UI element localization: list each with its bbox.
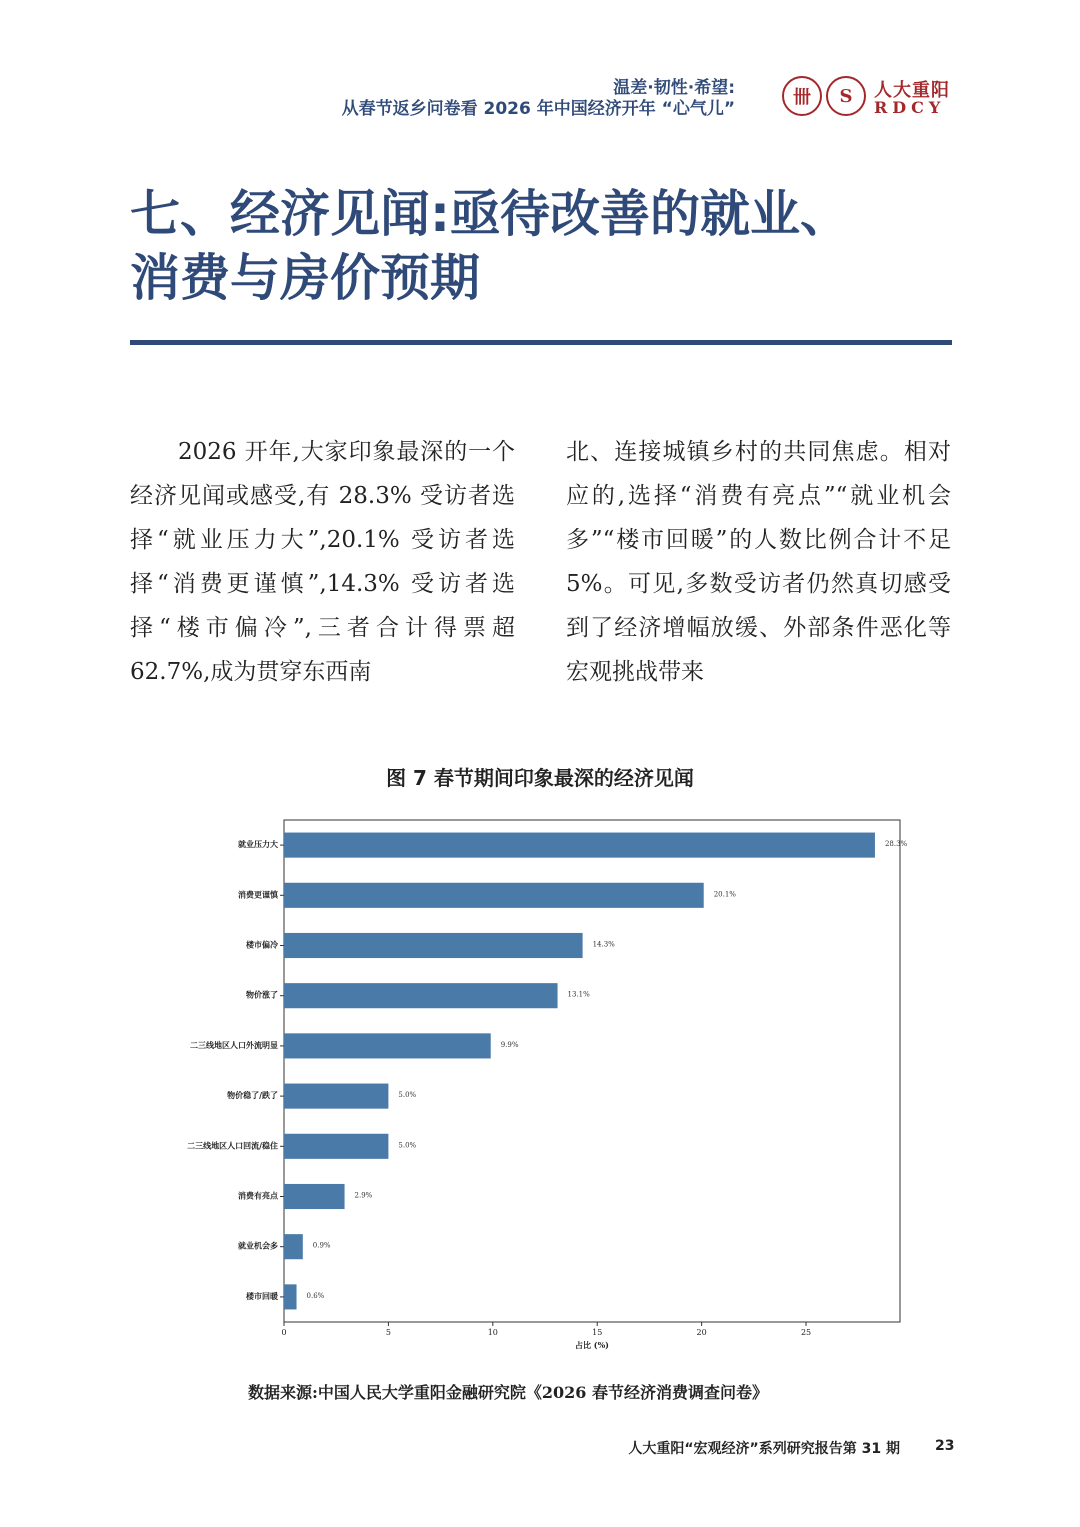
bar-value-label: 0.6%: [306, 1291, 325, 1300]
x-tick-label: 5: [385, 1328, 391, 1337]
bar-chart-svg: [170, 810, 910, 1355]
x-tick-label: 0: [281, 1328, 287, 1337]
bar: [284, 1134, 388, 1159]
y-tick-label: 二三线地区人口外流明显: [190, 1039, 278, 1050]
university-seal-icon: 卌: [782, 76, 822, 116]
bar: [284, 933, 583, 958]
y-tick-label: 就业压力大: [238, 839, 278, 850]
y-tick-label: 物价稳了/跌了: [227, 1090, 278, 1101]
y-tick-label: 物价涨了: [246, 989, 278, 1000]
data-source: 数据来源:中国人民大学重阳金融研究院《2026 春节经济消费调查问卷》: [248, 1383, 769, 1402]
header-line-2: 从春节返乡问卷看 2026 年中国经济开年 “心气儿”: [341, 99, 735, 119]
y-tick-label: 消费有亮点: [238, 1190, 278, 1201]
body-left-column: 2026 开年,大家印象最深的一个经济见闻或感受,有 28.3% 受访者选择“就业压力大”,20.1% 受访者选择“消费更谨慎”,14.3% 受访者选择“楼市偏冷”,三者合计得票超 62.7%,成为贯穿东西南: [130, 439, 515, 685]
logo-chinese-name: 人大重阳: [874, 80, 950, 101]
footer-series: 人大重阳“宏观经济”系列研究报告第 31 期: [628, 1441, 900, 1457]
section-title-line-1: 七、经济见闻:亟待改善的就业、: [130, 185, 850, 243]
bar: [284, 883, 704, 908]
bar-value-label: 14.3%: [592, 940, 615, 949]
x-tick-label: 15: [592, 1328, 603, 1337]
bar-value-label: 0.9%: [312, 1241, 331, 1250]
bar-value-label: 2.9%: [354, 1191, 373, 1200]
bar-value-label: 5.0%: [398, 1141, 417, 1150]
y-tick-label: 就业机会多: [238, 1240, 278, 1251]
bar: [284, 1284, 297, 1309]
x-tick-label: 10: [487, 1328, 498, 1337]
section-title: [130, 182, 960, 310]
bar-value-label: 28.3%: [884, 840, 908, 849]
bar: [284, 833, 875, 858]
bar: [284, 1084, 388, 1109]
bar: [284, 1234, 303, 1259]
bar-value-label: 20.1%: [713, 890, 736, 899]
x-axis-label: 占比 (%): [575, 1340, 609, 1350]
y-tick-label: 二三线地区人口回流/稳住: [187, 1140, 278, 1151]
header-title: [342, 78, 735, 120]
bar-value-label: 5.0%: [398, 1091, 417, 1100]
x-tick-label: 20: [696, 1328, 707, 1337]
figure-title: 图 7 春节期间印象最深的经济见闻: [386, 766, 694, 790]
y-tick-label: 楼市回暖: [246, 1290, 278, 1301]
x-tick-label: 25: [800, 1328, 812, 1337]
y-tick-label: 消费更谨慎: [238, 889, 278, 900]
bar: [284, 1184, 345, 1209]
bar-chart: [170, 810, 910, 1355]
bar: [284, 1033, 491, 1058]
title-divider: [130, 340, 952, 345]
section-title-line-2: 消费与房价预期: [130, 249, 480, 307]
bar-value-label: 9.9%: [500, 1040, 519, 1049]
logo-english-name: RDCY: [874, 98, 946, 117]
bar-value-label: 13.1%: [567, 990, 590, 999]
rdcy-logo: [782, 74, 957, 122]
bar: [284, 983, 558, 1008]
body-right-column: 北、连接城镇乡村的共同焦虑。相对应的,选择“消费有亮点”“就业机会多”“楼市回暖”的人数比例合计不足 5%。可见,多数受访者仍然真切感受到了经济增幅放缓、外部条件恶化等宏观挑战带来: [566, 439, 951, 685]
rdcy-emblem-icon: S: [826, 76, 866, 116]
page-number: 23: [935, 1438, 955, 1454]
y-tick-label: 楼市偏冷: [246, 939, 278, 950]
header-line-1: 温差·韧性·希望:: [613, 78, 735, 98]
